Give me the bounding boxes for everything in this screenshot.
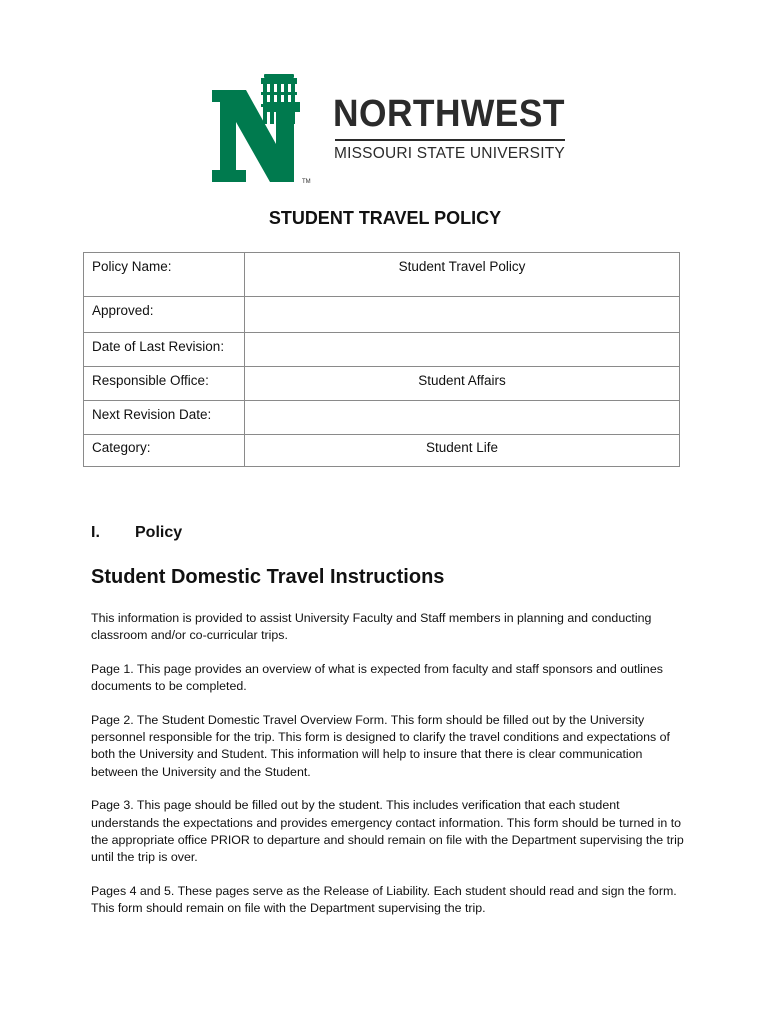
instructions-heading: Student Domestic Travel Instructions	[91, 566, 445, 588]
row-value	[245, 401, 680, 435]
document-title: STUDENT TRAVEL POLICY	[268, 208, 502, 228]
paragraph: Pages 4 and 5. These pages serve as the Release of Liability. Each student should read and sign the form. This form should remain on file with the Department supervising the trip.	[91, 883, 677, 916]
section-title: Policy	[135, 524, 183, 541]
paragraph: Page 2. The Student Domestic Travel Overview Form. This form should be filled out by the University personnel responsible for the trip. This form is designed to clarify the travel conditions and expectations of both the University and Student. This information will help to insure that there is clear communication between the University and the Student.	[91, 712, 671, 779]
row-value: Student Life	[245, 435, 680, 467]
n-monogram-icon	[208, 72, 328, 187]
row-label: Category:	[84, 435, 245, 467]
row-label: Next Revision Date:	[84, 401, 245, 435]
row-label: Responsible Office:	[84, 367, 245, 401]
wordmark	[333, 94, 573, 163]
paragraph: Page 3. This page should be filled out by the student. This includes verification that each student understands the expectations and provides emergency contact information. This form should be turned in to the appropriate office PRIOR to departure and should remain on file with the Department supervising the trip until the trip is over.	[91, 798, 684, 865]
row-label: Policy Name:	[84, 253, 245, 297]
paragraph: This information is provided to assist University Faculty and Staff members in planning and conducting classroom and/or co-curricular trips.	[91, 611, 652, 643]
table-row	[84, 297, 680, 333]
row-value	[245, 333, 680, 367]
university-logo	[208, 72, 578, 187]
row-label: Approved:	[84, 297, 245, 333]
trademark-mark: TM	[302, 179, 311, 185]
row-value: Student Affairs	[245, 367, 680, 401]
paragraph: Page 1. This page provides an overview of what is expected from faculty and staff sponsors and outlines documents to be completed.	[91, 661, 663, 694]
wordmark-subtitle: MISSOURI STATE UNIVERSITY	[334, 145, 565, 162]
section-number: I.	[91, 524, 100, 541]
table-row	[84, 253, 680, 297]
row-value: Student Travel Policy	[245, 253, 680, 297]
row-value	[245, 297, 680, 333]
table-row	[84, 367, 680, 401]
table-row	[84, 435, 680, 467]
section-heading	[91, 524, 182, 542]
instructions-body	[91, 610, 691, 934]
table-row	[84, 401, 680, 435]
row-label: Date of Last Revision:	[84, 333, 245, 367]
wordmark-divider	[335, 139, 565, 141]
table-row	[84, 333, 680, 367]
policy-info-table	[83, 252, 680, 467]
wordmark-main: NORTHWEST	[333, 93, 565, 135]
